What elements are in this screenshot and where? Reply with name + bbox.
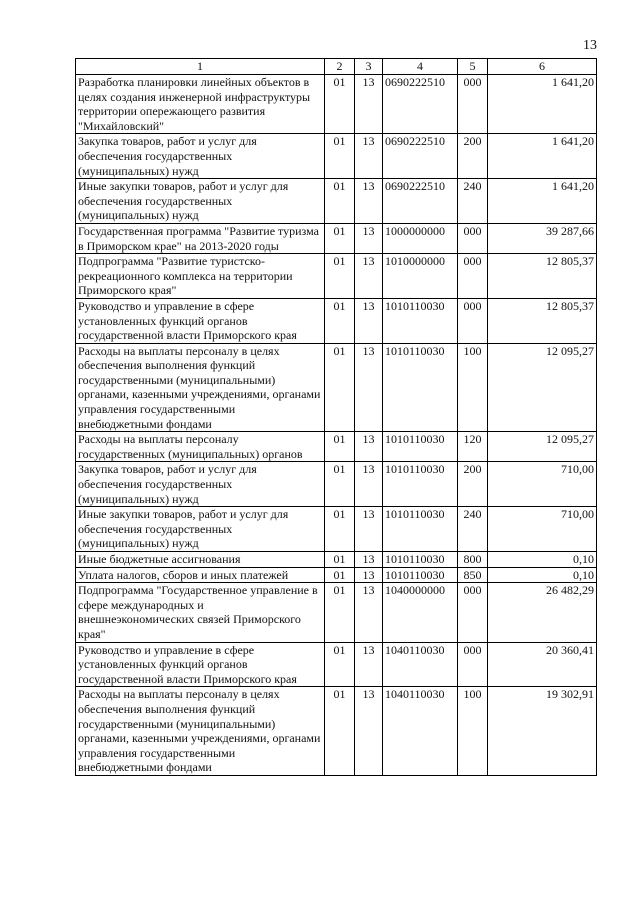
target-article-cell: 0690222510 [383, 134, 458, 179]
expense-type-cell: 240 [458, 507, 488, 552]
amount-cell: 12 805,37 [488, 254, 597, 299]
target-article-cell: 1010110030 [383, 462, 458, 507]
table-row [76, 462, 597, 507]
expense-name-cell: Закупка товаров, работ и услуг для обеспечения государственных (муниципальных) нужд [76, 462, 325, 507]
expense-name-cell: Подпрограмма "Развитие туристско-рекреационного комплекса на территории Приморского края" [76, 254, 325, 299]
subsection-code-cell: 13 [355, 254, 383, 299]
expense-name-cell: Иные закупки товаров, работ и услуг для обеспечения государственных (муниципальных) нужд [76, 507, 325, 552]
amount-cell: 1 641,20 [488, 134, 597, 179]
expense-type-cell: 000 [458, 642, 488, 687]
table-header-row [76, 59, 597, 75]
target-article-cell: 1000000000 [383, 223, 458, 253]
expense-name-cell: Закупка товаров, работ и услуг для обеспечения государственных (муниципальных) нужд [76, 134, 325, 179]
budget-table [75, 58, 597, 776]
expense-name-cell: Иные бюджетные ассигнования [76, 552, 325, 568]
amount-cell: 710,00 [488, 462, 597, 507]
expense-type-cell: 850 [458, 567, 488, 583]
section-code-cell: 01 [325, 687, 355, 776]
expense-name-cell: Подпрограмма "Государственное управление в сфере международных и внешнеэкономических связей Приморского края" [76, 583, 325, 642]
subsection-code-cell: 13 [355, 223, 383, 253]
table-row [76, 254, 597, 299]
expense-name-cell: Иные закупки товаров, работ и услуг для обеспечения государственных (муниципальных) нужд [76, 179, 325, 224]
expense-name-cell: Уплата налогов, сборов и иных платежей [76, 567, 325, 583]
expense-type-cell: 200 [458, 462, 488, 507]
subsection-code-cell: 13 [355, 507, 383, 552]
expense-type-cell: 800 [458, 552, 488, 568]
section-code-cell: 01 [325, 567, 355, 583]
header-cell-4: 4 [383, 59, 458, 75]
section-code-cell: 01 [325, 223, 355, 253]
table-row [76, 507, 597, 552]
table-row [76, 343, 597, 432]
expense-name-cell: Расходы на выплаты персоналу государственных (муниципальных) органов [76, 432, 325, 462]
target-article-cell: 1010110030 [383, 298, 458, 343]
subsection-code-cell: 13 [355, 343, 383, 432]
section-code-cell: 01 [325, 343, 355, 432]
subsection-code-cell: 13 [355, 567, 383, 583]
amount-cell: 0,10 [488, 552, 597, 568]
table-row [76, 432, 597, 462]
expense-name-cell: Руководство и управление в сфере установленных функций органов государственной власти Приморского края [76, 642, 325, 687]
table-row [76, 583, 597, 642]
amount-cell: 12 095,27 [488, 343, 597, 432]
section-code-cell: 01 [325, 432, 355, 462]
target-article-cell: 0690222510 [383, 179, 458, 224]
subsection-code-cell: 13 [355, 298, 383, 343]
subsection-code-cell: 13 [355, 583, 383, 642]
expense-name-cell: Руководство и управление в сфере установленных функций органов государственной власти Приморского края [76, 298, 325, 343]
expense-type-cell: 000 [458, 254, 488, 299]
section-code-cell: 01 [325, 179, 355, 224]
page-number: 13 [583, 38, 597, 53]
section-code-cell: 01 [325, 75, 355, 134]
amount-cell: 710,00 [488, 507, 597, 552]
table-row [76, 134, 597, 179]
expense-type-cell: 100 [458, 343, 488, 432]
amount-cell: 12 095,27 [488, 432, 597, 462]
target-article-cell: 1010110030 [383, 343, 458, 432]
target-article-cell: 0690222510 [383, 75, 458, 134]
target-article-cell: 1010110030 [383, 432, 458, 462]
expense-name-cell: Разработка планировки линейных объектов в целях создания инженерной инфраструктуры территории опережающего развития "Михайловский" [76, 75, 325, 134]
target-article-cell: 1040110030 [383, 642, 458, 687]
header-cell-2: 2 [325, 59, 355, 75]
header-cell-6: 6 [488, 59, 597, 75]
subsection-code-cell: 13 [355, 432, 383, 462]
amount-cell: 39 287,66 [488, 223, 597, 253]
subsection-code-cell: 13 [355, 179, 383, 224]
expense-type-cell: 000 [458, 298, 488, 343]
section-code-cell: 01 [325, 552, 355, 568]
table-body [76, 75, 597, 776]
subsection-code-cell: 13 [355, 134, 383, 179]
subsection-code-cell: 13 [355, 642, 383, 687]
header-cell-3: 3 [355, 59, 383, 75]
expense-name-cell: Государственная программа "Развитие туризма в Приморском крае" на 2013-2020 годы [76, 223, 325, 253]
header-cell-5: 5 [458, 59, 488, 75]
table-row [76, 567, 597, 583]
target-article-cell: 1010000000 [383, 254, 458, 299]
table-row [76, 642, 597, 687]
section-code-cell: 01 [325, 583, 355, 642]
section-code-cell: 01 [325, 462, 355, 507]
expense-type-cell: 000 [458, 223, 488, 253]
table-row [76, 298, 597, 343]
subsection-code-cell: 13 [355, 687, 383, 776]
subsection-code-cell: 13 [355, 552, 383, 568]
expense-type-cell: 000 [458, 75, 488, 134]
expense-type-cell: 000 [458, 583, 488, 642]
target-article-cell: 1010110030 [383, 507, 458, 552]
amount-cell: 19 302,91 [488, 687, 597, 776]
header-cell-1: 1 [76, 59, 325, 75]
expense-type-cell: 120 [458, 432, 488, 462]
section-code-cell: 01 [325, 254, 355, 299]
table-row [76, 687, 597, 776]
expense-name-cell: Расходы на выплаты персоналу в целях обеспечения выполнения функций государственными (муниципальными) органами, казенными учреждениями, органами управления государственными внебюджетными фондами [76, 687, 325, 776]
expense-type-cell: 100 [458, 687, 488, 776]
amount-cell: 12 805,37 [488, 298, 597, 343]
table-row [76, 223, 597, 253]
table-row [76, 552, 597, 568]
amount-cell: 1 641,20 [488, 179, 597, 224]
target-article-cell: 1040110030 [383, 687, 458, 776]
subsection-code-cell: 13 [355, 462, 383, 507]
expense-name-cell: Расходы на выплаты персоналу в целях обеспечения выполнения функций государственными (муниципальными) органами, казенными учреждениями, органами управления государственными внебюджетными фондами [76, 343, 325, 432]
amount-cell: 26 482,29 [488, 583, 597, 642]
amount-cell: 0,10 [488, 567, 597, 583]
amount-cell: 1 641,20 [488, 75, 597, 134]
amount-cell: 20 360,41 [488, 642, 597, 687]
expense-type-cell: 200 [458, 134, 488, 179]
table-row [76, 75, 597, 134]
target-article-cell: 1010110030 [383, 552, 458, 568]
section-code-cell: 01 [325, 642, 355, 687]
section-code-cell: 01 [325, 507, 355, 552]
section-code-cell: 01 [325, 134, 355, 179]
section-code-cell: 01 [325, 298, 355, 343]
subsection-code-cell: 13 [355, 75, 383, 134]
table-row [76, 179, 597, 224]
target-article-cell: 1010110030 [383, 567, 458, 583]
target-article-cell: 1040000000 [383, 583, 458, 642]
expense-type-cell: 240 [458, 179, 488, 224]
